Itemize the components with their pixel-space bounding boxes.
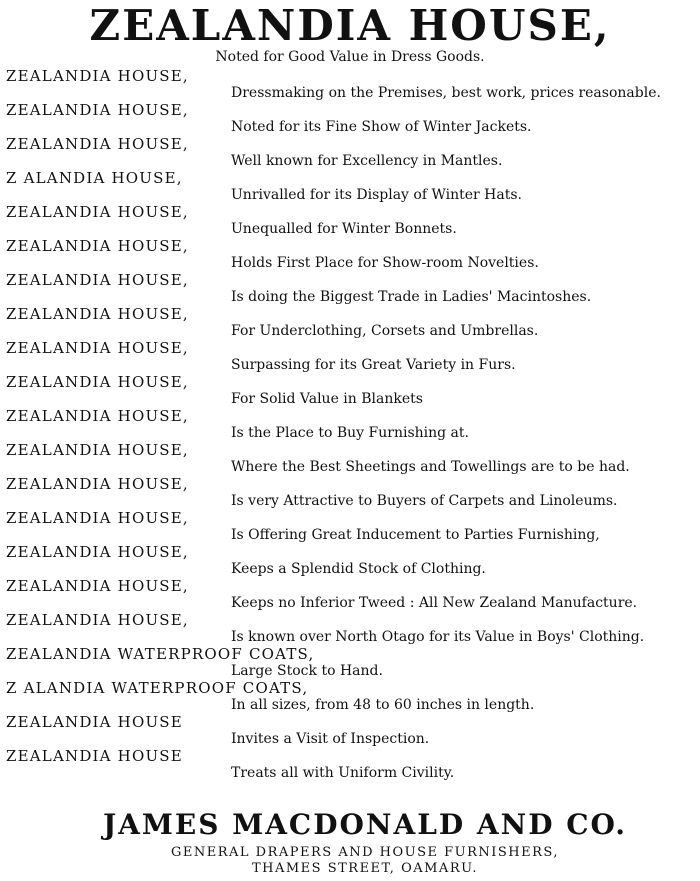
- ad-line: [0, 67, 700, 101]
- headline: ZEALANDIA HOUSE,: [89, 1, 611, 50]
- ad-line-heading: ZEALANDIA HOUSE,: [6, 475, 189, 493]
- ad-line-text: Is doing the Biggest Trade in Ladies' Macintoshes.: [231, 289, 592, 305]
- ad-line: [0, 271, 700, 305]
- subtitle: Noted for Good Value in Dress Goods.: [215, 49, 485, 65]
- ad-line: [0, 407, 700, 441]
- ad-line-text: Is the Place to Buy Furnishing at.: [231, 425, 469, 441]
- ad-line-text: Treats all with Uniform Civility.: [231, 765, 455, 781]
- ad-line-heading: ZEALANDIA HOUSE,: [6, 543, 189, 561]
- ad-line-heading: ZEALANDIA WATERPROOF COATS,: [6, 645, 315, 663]
- ad-line: [0, 679, 700, 713]
- ad-line: [0, 135, 700, 169]
- ad-line: [0, 101, 700, 135]
- ad-line-heading: ZEALANDIA HOUSE,: [6, 237, 189, 255]
- ad-line-heading: ZEALANDIA HOUSE,: [6, 611, 189, 629]
- ad-line-text: Where the Best Sheetings and Towellings are to be had.: [231, 459, 630, 475]
- company-description: GENERAL DRAPERS AND HOUSE FURNISHERS,: [170, 845, 559, 860]
- ad-line-text: Unrivalled for its Display of Winter Hats.: [231, 187, 522, 203]
- ad-line-text: Holds First Place for Show-room Novelties.: [231, 255, 539, 271]
- ad-line-text: In all sizes, from 48 to 60 inches in length.: [231, 697, 535, 713]
- ad-line-heading: ZEALANDIA HOUSE,: [6, 407, 189, 425]
- ad-line-heading: ZEALANDIA HOUSE,: [6, 271, 189, 289]
- ad-line-text: Keeps no Inferior Tweed : All New Zealand Manufacture.: [231, 595, 638, 611]
- ad-line-heading: ZEALANDIA HOUSE,: [6, 203, 189, 221]
- ad-line-text: Noted for its Fine Show of Winter Jackets.: [231, 119, 532, 135]
- ad-line-heading: Z ALANDIA WATERPROOF COATS,: [6, 679, 309, 697]
- ad-line-heading: Z ALANDIA HOUSE,: [6, 169, 183, 187]
- ad-line-heading: ZEALANDIA HOUSE: [6, 713, 183, 731]
- ad-line-text: For Solid Value in Blankets: [231, 391, 423, 407]
- ad-line-heading: ZEALANDIA HOUSE,: [6, 135, 189, 153]
- ad-line-heading: ZEALANDIA HOUSE,: [6, 509, 189, 527]
- ad-line: [0, 339, 700, 373]
- ad-line-heading: ZEALANDIA HOUSE,: [6, 339, 189, 357]
- ad-line: [0, 713, 700, 747]
- ad-line: [0, 305, 700, 339]
- ad-line-text: Dressmaking on the Premises, best work, prices reasonable.: [231, 85, 661, 101]
- company-address: THAMES STREET, OAMARU.: [251, 861, 479, 876]
- ad-line: [0, 577, 700, 611]
- ad-line-heading: ZEALANDIA HOUSE,: [6, 373, 189, 391]
- ad-line: [0, 747, 700, 781]
- ad-line-text: Keeps a Splendid Stock of Clothing.: [231, 561, 486, 577]
- ad-line-text: Surpassing for its Great Variety in Furs.: [231, 357, 516, 373]
- ad-line: [0, 543, 700, 577]
- ad-line-text: Large Stock to Hand.: [231, 663, 383, 679]
- ad-line-heading: ZEALANDIA HOUSE: [6, 747, 183, 765]
- ad-line-heading: ZEALANDIA HOUSE,: [6, 101, 189, 119]
- ad-line: [0, 203, 700, 237]
- company-name: JAMES MACDONALD AND CO.: [102, 808, 628, 841]
- ad-line: [0, 373, 700, 407]
- ad-line: [0, 611, 700, 645]
- ad-line-text: Is Offering Great Inducement to Parties Furnishing,: [231, 527, 600, 543]
- ad-line-heading: ZEALANDIA HOUSE,: [6, 441, 189, 459]
- ad-line-text: For Underclothing, Corsets and Umbrellas.: [231, 323, 539, 339]
- ad-line: [0, 441, 700, 475]
- ad-line-text: Well known for Excellency in Mantles.: [231, 153, 503, 169]
- ad-line-text: Is very Attractive to Buyers of Carpets and Linoleums.: [231, 493, 618, 509]
- ad-line: [0, 169, 700, 203]
- ad-line-text: Unequalled for Winter Bonnets.: [231, 221, 457, 237]
- ad-line: [0, 645, 700, 679]
- ad-line-text: Is known over North Otago for its Value in Boys' Clothing.: [231, 629, 645, 645]
- ad-line-heading: ZEALANDIA HOUSE,: [6, 305, 189, 323]
- ad-line: [0, 475, 700, 509]
- ad-line: [0, 509, 700, 543]
- ad-line-heading: ZEALANDIA HOUSE,: [6, 577, 189, 595]
- ad-line: [0, 237, 700, 271]
- ad-line-heading: ZEALANDIA HOUSE,: [6, 67, 189, 85]
- ad-line-text: Invites a Visit of Inspection.: [231, 731, 430, 747]
